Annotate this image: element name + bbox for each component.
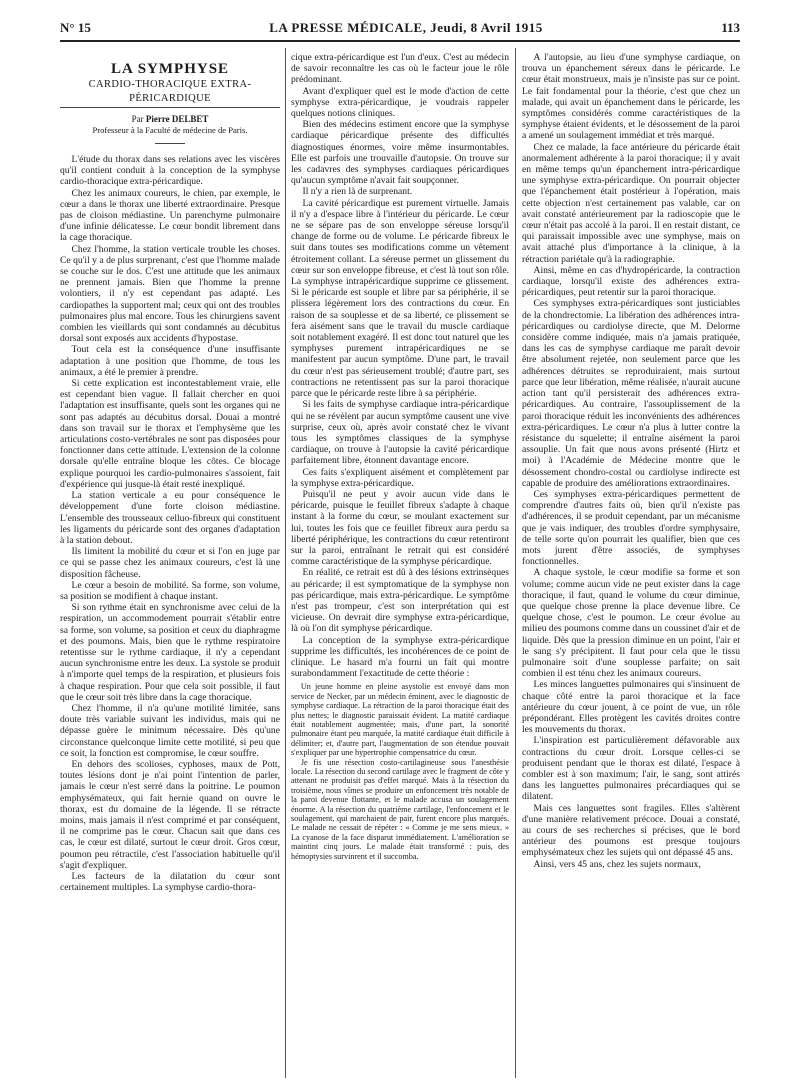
paragraph: L'étude du thorax dans ses relations avec les viscères qu'il contient conduit à la conception de la symphyse cardio-thoracique extra-péricardique. bbox=[60, 154, 280, 188]
paragraph: Ainsi, vers 45 ans, chez les sujets normaux, bbox=[533, 858, 701, 870]
header-rule bbox=[60, 40, 740, 42]
issue-number: N° 15 bbox=[60, 20, 91, 35]
paragraph: Bien des médecins estiment encore que la symphyse cardiaque péricardique présente des difficultés diagnostiques énormes, voire même insurmontables. Elle est parfois une trouvaille d'autopsie. On trouve sur les cadavres des symphyses cardiaques péricardiques qu'aucun symptôme n'avait fait soupçonner. bbox=[291, 119, 509, 187]
paragraph: La station verticale a eu pour conséquence le développement d'une forte cloison médiastine. L'ensemble des trousseaux celluo-fibreux qui constituent les ligaments du péricarde sont des organes d'adaptation à la station debout. bbox=[60, 490, 280, 546]
column-2 bbox=[291, 52, 509, 1074]
case-paragraph: Un jeune homme en pleine asystolie est envoyé dans mon service de Necker, par un médecin éminent, avec le diagnostic de symphyse cardiaque. La rétraction de la paroi thoracique était des plus nettes; le diagnostic paraissait évident. La matité cardiaque était notablement augmentée; mais, d'une part, la sonorité pulmonaire étant peu marquée, la matité cardiaque était difficile à délimiter; et, d'autre part, l'augmentation de son étendue pouvait s'expliquer par une hypertrophie compensatrice du cœur. bbox=[291, 682, 509, 758]
paragraph: Si cette explication est incontestablement vraie, elle est cependant bien vague. Il fallait chercher en quoi l'adaptation est insuffisante, quels sont les organes qui ne sont pas adaptés au décubitus dorsal. Douai a montré dans son travail sur le thorax et l'emphysème que les articulations costo-vertébrales ne sont pas disposées pour fonctionner dans cette attitude. L'extension de la colonne dorsale qu'elle entraîne bloque les côtes. Ce blocage explique pourquoi les cardio-pulmonaires s'assoient, fait d'expérience qui jusque-là était resté inexpliqué. bbox=[60, 378, 280, 490]
paragraph: Le cœur a besoin de mobilité. Sa forme, son volume, sa position se modifient à chaque instant. bbox=[60, 579, 280, 602]
paragraph: Mais ces languettes sont fragiles. Elles s'altèrent d'une manière relativement précoce. Douai a constaté, au cours de ses recherches si précises, que le bord antérieur des poumons est presque toujours emphysémateux chez les sujets qui ont dépassé 45 ans. bbox=[522, 802, 740, 859]
paragraph: Ces faits s'expliquent aisément et complètement par la symphyse extra-péricardique. bbox=[291, 466, 509, 489]
paragraph: La conception de la symphyse extra-péricardique supprime les difficultés, les incohérences de ce point de clinique. Le hasard m'a fourni un fait qui montre surabondamment l'exactitude de cette théorie : bbox=[291, 634, 509, 680]
paragraph: cique extra-péricardique est l'un d'eux. C'est au médecin de savoir reconnaître les cas où le facteur joue le rôle prédominant. bbox=[291, 52, 509, 86]
paragraph: Ainsi, même en cas d'hydropéricarde, la contraction cardiaque, lorsqu'il existe des adhérences extra-péricardiques, peut retentir sur la paroi thoracique. bbox=[522, 264, 740, 299]
paragraph: Chez l'homme, la station verticale trouble les choses. Ce qu'il y a de plus surprenant, c'est que l'homme malade se couche sur le dos. C'est une attitude que les animaux ne prennent jamais. Bien que l'homme la prenne volontiers, il n'y est cependant pas adapté. Les cardiopathes la supportent mal; ceux qui ont des troubles pulmonaires plus mal encore. Tous les chirurgiens savent combien les vieillards qui sont condamnés au décubitus dorsal sont exposés aux accidents d'hypostase. bbox=[60, 243, 280, 345]
author-affiliation: Professeur à la Faculté de médecine de Paris. bbox=[92, 125, 248, 135]
running-header bbox=[60, 20, 740, 42]
paragraph: Puisqu'il ne peut y avoir aucun vide dans le péricarde, puisque le feuillet fibreux s'adapte à chaque instant à la forme du cœur, se moulant exactement sur lui, toutes les fois que ce feuillet fibreux aura perdu sa liberté périphérique, les contractions du cœur retentiront sur la paroi, entraînant le retrait qui est considéré comme caractéristique de la symphyse péricardique. bbox=[291, 488, 509, 568]
paragraph: Si son rythme était en synchronisme avec celui de la respiration, un accommodement pourrait s'établir entre sa forme, son volume, sa position et ceux du diaphragme et des poumons. Mais, bien que le rythme respiratoire retentisse sur le rythme cardiaque, il n'y a cependant aucun synchronisme entre les deux. La systole se produit à n'importe quel temps de la respiration, et plusieurs fois à chaque respiration. Pour que cela soit possible, il faut que le cœur soit très libre dans la cage thoracique. bbox=[60, 602, 280, 703]
paragraph: Chez les animaux coureurs, le chien, par exemple, le cœur a dans le thorax une liberté extraordinaire. Presque pas de cloison médiastine. Un parenchyme pulmonaire d'une infinie délicatesse. Le cœur bondit librement dans la cage thoracique. bbox=[60, 187, 280, 244]
paragraph: Chez ce malade, la face antérieure du péricarde était anormalement adhérente à la paroi thoracique; il y avait en même temps qu'un épanchement intra-péricardique une symphyse extra-péricardique. On pourrait objecter que l'épanchement était postérieur à l'opération, mais cette objection n'est certainement pas valable, car on avait constaté antérieurement par la radioscopie que le cœur n'était pas accolé à la paroi. Il en restait distant, ce qui paraissait impossible avec une symphyse, mais on avait attaché plus d'importance à la clinique, à la rétraction pariétale qu'à la radiographie. bbox=[522, 141, 740, 265]
column-divider bbox=[285, 48, 286, 1078]
article-author bbox=[60, 113, 280, 125]
heading-separator bbox=[155, 143, 185, 144]
paragraph: Chez l'homme, il n'a qu'une motilité limitée, sans doute très variable suivant les individus, mais qui ne dépasse guère le minimum nécessaire. Dès qu'une circonstance quelconque limite cette motilité, si peu que ce soit, la fonction est compromise, le cœur souffre. bbox=[60, 702, 280, 759]
case-report bbox=[291, 682, 509, 861]
article-subtitle: CARDIO-THORACIQUE EXTRA-PÉRICARDIQUE bbox=[60, 78, 280, 108]
paragraph: Il n'y a rien là de surprenant. bbox=[302, 186, 413, 198]
paragraph: En réalité, ce retrait est dû à des lésions extrinsèques au péricarde; il est symptomatique de la symphyse non pas péricardique, mais extra-péricardique. Le symptôme n'est pas trompeur, c'est son interprétation qui est vicieuse. On devrait dire symphyse extra-péricardique, là où l'on dit symphyse péricardique. bbox=[291, 567, 509, 635]
article-heading bbox=[60, 60, 280, 144]
paragraph: Les minces languettes pulmonaires qui s'insinuent de chaque côté entre la paroi thoracique et la face antérieure du cœur jouent, à ce point de vue, un rôle prépondérant. Elles protègent les cavités droites contre les mouvements du thorax. bbox=[522, 679, 740, 736]
journal-title: LA PRESSE MÉDICALE, Jeudi, 8 Avril 1915 bbox=[269, 20, 543, 35]
paragraph: La cavité péricardique est purement virtuelle. Jamais il n'y a d'espace libre à l'intérieur du péricarde. Le cœur ne se sépare pas de son enveloppe séreuse lorsqu'il change de forme ou de volume. Le péricarde fibreux le suit dans toutes ses modifications comme un vêtement étroitement collant. La séreuse permet un glissement du cœur sur son enveloppe fibreuse, et c'est là tout son rôle. La symphyse intrapéricardique supprime ce glissement. Si le péricarde est souple et libre par sa périphérie, il se plissera légèrement lors des contractions du cœur. En raison de sa souplesse et de sa liberté, ce plissement se fera aisément sans que le travail du muscle cardiaque soit notablement exagéré. Il est donc tout naturel que les symphyses purement intrapéricardiques ne se manifestent par aucun symptôme. D'une part, le travail du cœur n'est pas sérieusement troublé; d'autre part, ses contractions ne retentissent pas sur la paroi thoracique parce que le péricarde reste libre à sa périphérie. bbox=[291, 197, 509, 400]
article-title: LA SYMPHYSE bbox=[110, 61, 230, 77]
paragraph: Les facteurs de la dilatation du cœur sont certainement multiples. La symphyse cardio-thora- bbox=[60, 871, 280, 894]
column-divider bbox=[515, 48, 516, 1078]
paragraph: Ces symphyses extra-péricardiques sont justiciables de la chondrectomie. La libération des adhérences intra-péricardiques ou cardiolyse directe, que M. Delorme considère comme indiquée, mais n'a jamais pratiquée, dans les cas de symphyse cardiaque me paraît devoir être absolument rejetée, non seulement parce que les adhérences détruites se reproduiraient, mais surtout parce que leur libération, même réalisée, n'aurait aucune action tant qu'il persisterait des adhérences extra-péricardiques. Au contraire, l'assouplissement de la paroi thoracique réduit les inconvénients des adhérences extra-péricardiques. Le cœur n'a plus à lutter contre la résistance du squelette; il entraîne aisément la paroi assouplie. Un fait que nous avons présenté (Hirtz et moi) à l'Académie de Médecine montre que le désossement chondro-costal ou cardiolyse indirecte est capable de produire des améliorations extraordinaires. bbox=[522, 298, 740, 489]
column-3 bbox=[522, 52, 740, 1074]
paragraph: En dehors des scolioses, cyphoses, maux de Pott, toutes lésions dont je n'ai point l'intention de parler, jamais le cœur n'est serré dans la poitrine. Le poumon emphysémateux, qui fait hernie quand on ouvre le thorax, est du domaine de la légende. Il se rétracte moins, mais jamais il n'est comprimé et par conséquent, il ne comprime pas le cœur. Chacun sait que dans ces cas, le cœur est dilaté, surtout le cœur droit. Gros cœur, poumon peu rétractile, c'est l'association habituelle qu'il s'agit d'expliquer. bbox=[60, 758, 280, 871]
author-name: Pierre DELBET bbox=[145, 114, 209, 124]
page-number: 113 bbox=[721, 20, 740, 35]
paragraph: A chaque systole, le cœur modifie sa forme et son volume; comme aucun vide ne peut exister dans la cage thoracique, il faut, quand le volume du cœur diminue, que quelque chose prenne la place devenue libre. Ce quelque chose, c'est le poumon. Le cœur évolue au milieu des poumons comme dans un coussinet d'air et de liquide. Dès que la pression diminue en un point, l'air et le sang s'y précipitent. Il faut pour cela que le tissu pulmonaire soit d'une souplesse parfaite; on sait combien il est ténu chez les animaux coureurs. bbox=[522, 567, 740, 680]
column-1 bbox=[60, 52, 280, 1074]
paragraph: A l'autopsie, au lieu d'une symphyse cardiaque, on trouva un épanchement séreux dans le péricarde. Le cœur était monstrueux, mais je n'insiste pas sur ce point. Le fait fondamental pour la théorie, c'est que chez un malade, qui avait un épanchement dans le péricarde, les symptômes considérés comme caractéristiques de la symphyse étaient évidents, et le désossement de la paroi a amené un soulagement immédiat et très marqué. bbox=[522, 52, 740, 142]
paragraph: Si les faits de symphyse cardiaque intra-péricardique qui ne se révèlent par aucun symptôme causent une vive surprise, ceux où, après avoir constaté chez le vivant tous les symptômes classiques de la symphyse cardiaque, on trouve à l'autopsie la cavité péricardique parfaitement libre, étonnent davantage encore. bbox=[291, 399, 509, 467]
author-prefix: Par bbox=[131, 114, 144, 124]
paragraph: Tout cela est la conséquence d'une insuffisante adaptation à une position que l'homme, de tous les animaux, a été le premier à prendre. bbox=[60, 344, 280, 378]
paragraph: L'inspiration est particulièrement défavorable aux contractions du cœur droit. Lorsque celles-ci se produisent pendant que le thorax est dilaté, l'espace à combler est à son maximum; l'air, le sang, sont attirés dans les languettes pulmonaires précardiaques qui se dilatent. bbox=[522, 735, 740, 803]
paragraph: Avant d'expliquer quel est le mode d'action de cette symphyse extra-péricardique, je voudrais rappeler quelques notions cliniques. bbox=[291, 85, 509, 120]
paragraph: Ces symphyses extra-péricardiques permettent de comprendre d'autres faits où, bien qu'il n'existe pas d'adhérences, il se produit cependant, par un mécanisme que je vais indiquer, des troubles d'ordre symphysaire, de telle sorte qu'on pourrait les qualifier, bien que ces mots jurent d'être associés, de symphyses fonctionnelles. bbox=[522, 488, 740, 568]
paragraph: Ils limitent la mobilité du cœur et si l'on en juge par ce qui se passe chez les animaux coureurs, c'est là une disposition fâcheuse. bbox=[60, 546, 280, 580]
case-paragraph: Je fis une résection costo-cartilagineuse sous l'anesthésie locale. La résection du second cartilage avec le fragment de côte y attenant ne produisit pas d'effet marqué. Mais à la résection du troisième, nous vîmes se produire un enfoncement très notable de la paroi devenue flottante, et le malade accusa un soulagement énorme. A la résection du quatrième cartilage, l'enfoncement et le soulagement, qui marchaient de pair, furent encore plus marqués. Le malade ne cessait de répéter : « Comme je me sens mieux. » La cyanose de la face disparut immédiatement. L'amélioration se maintint cinq jours. Le malade était transformé : puis, des hémoptysies survinrent et il succomba. bbox=[291, 757, 509, 861]
